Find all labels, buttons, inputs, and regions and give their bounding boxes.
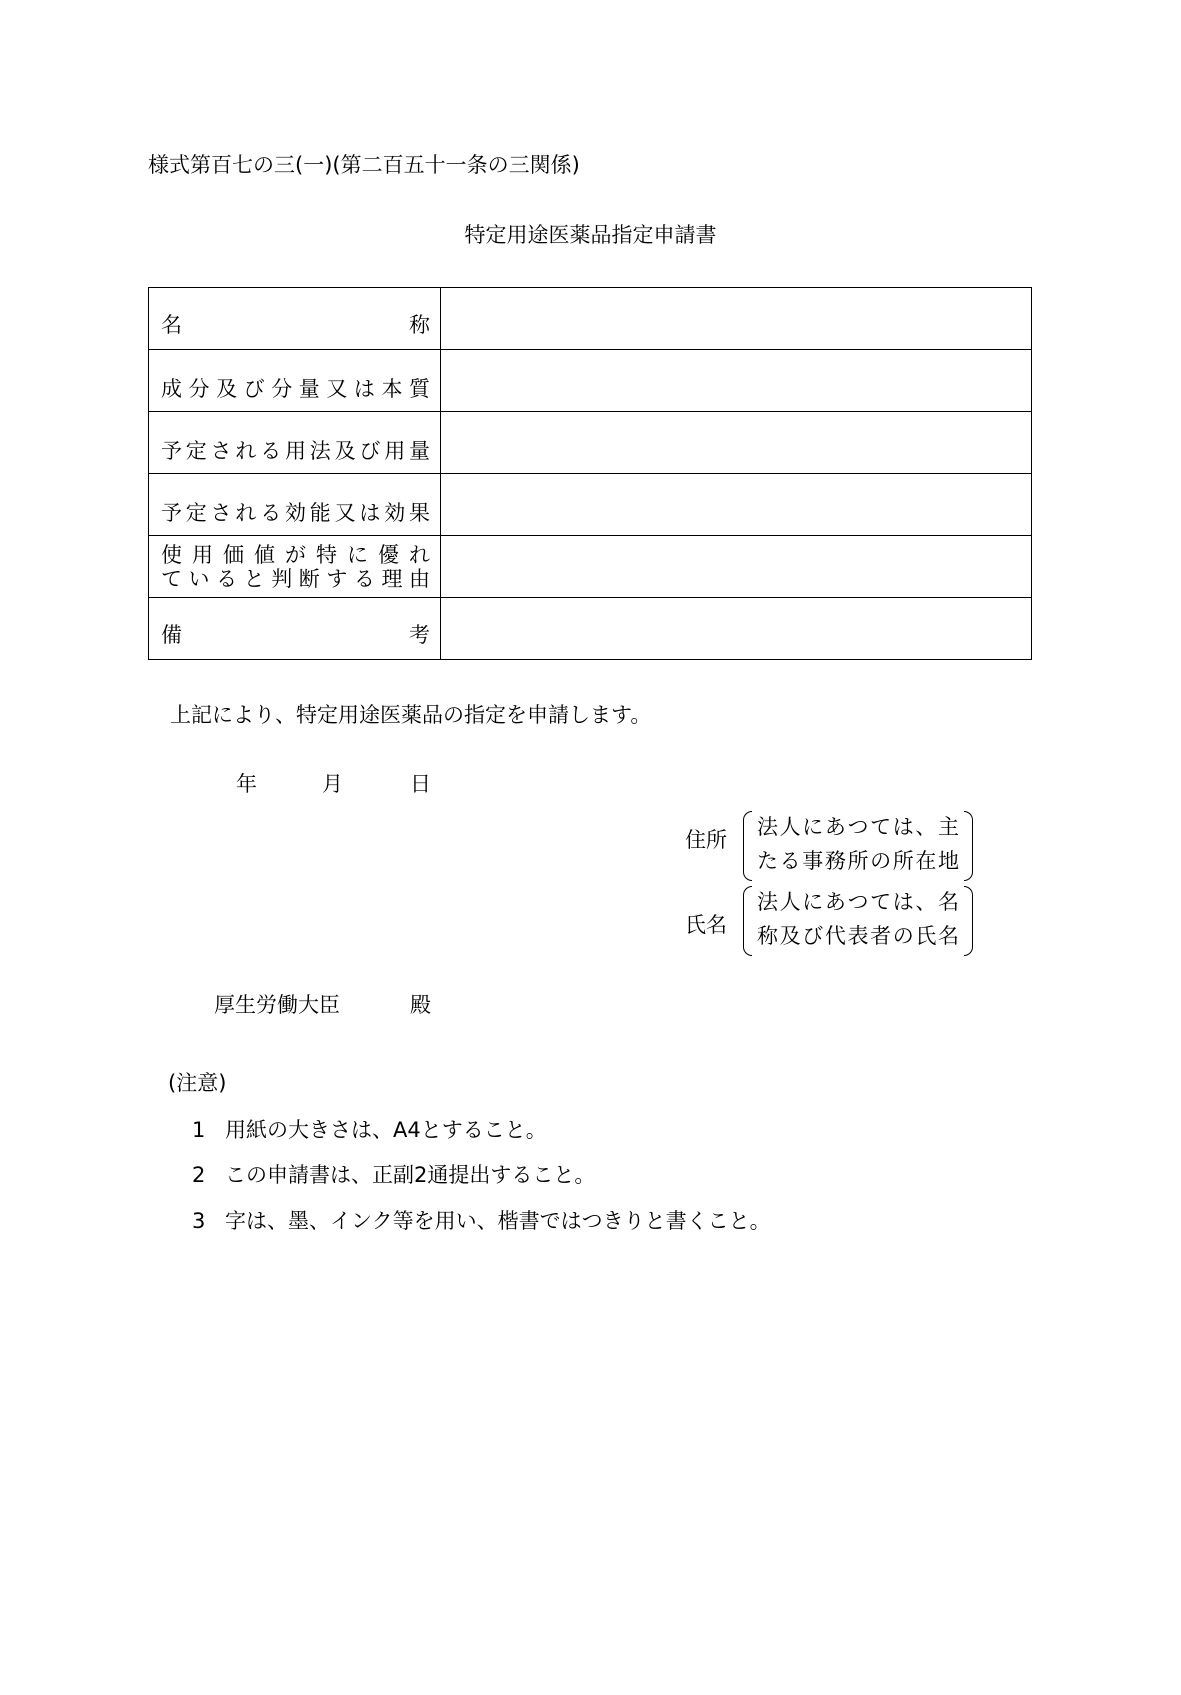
- row-label-name: [149, 288, 441, 350]
- table-row: [149, 288, 1032, 350]
- table-row: [149, 350, 1032, 412]
- table-row: [149, 412, 1032, 474]
- ingredients-value-cell[interactable]: [441, 350, 1032, 412]
- label-part: 名: [161, 313, 182, 337]
- application-table: [148, 287, 1032, 660]
- addressee-name: 厚生労働大臣: [214, 993, 340, 1017]
- row-label-remarks: [149, 598, 441, 660]
- document-title: 特定用途医薬品指定申請書: [464, 223, 717, 247]
- name-note: [743, 886, 973, 954]
- label-part: 備: [161, 623, 182, 647]
- addressee-honorific: 殿: [410, 993, 431, 1017]
- label-part: 考: [409, 623, 430, 647]
- reason-value-cell[interactable]: [441, 536, 1032, 598]
- name-note-line: 称及び代表者の氏名: [757, 924, 959, 948]
- row-label-reason-line1: 使用価値が特に優れ: [161, 542, 430, 567]
- name-value-cell[interactable]: [441, 288, 1032, 350]
- note-text: 用紙の大きさは、A4とすること。: [225, 1118, 547, 1142]
- note-number: 2: [192, 1163, 206, 1187]
- note-text: 字は、墨、インク等を用い、楷書ではつきりと書くこと。: [225, 1209, 771, 1233]
- name-label: 氏名: [685, 913, 727, 937]
- address-note: [743, 811, 973, 879]
- note-number: 1: [192, 1118, 206, 1142]
- statement: 上記により、特定用途医薬品の指定を申請します。: [170, 703, 652, 727]
- table-row: [149, 598, 1032, 660]
- address-note-line: たる事務所の所在地: [757, 849, 959, 873]
- open-bracket: [743, 811, 752, 881]
- dosage-value-cell[interactable]: [441, 412, 1032, 474]
- close-bracket: [964, 886, 973, 956]
- table-row: [149, 536, 1032, 598]
- note-number: 3: [192, 1209, 206, 1233]
- efficacy-value-cell[interactable]: [441, 474, 1032, 536]
- label-part: 称: [409, 313, 430, 337]
- name-note-line: 法人にあつては、名: [757, 890, 959, 914]
- row-label-efficacy: 予定される効能又は効果: [161, 500, 430, 525]
- open-bracket: [743, 886, 752, 956]
- row-label-ingredients: 成分及び分量又は本質: [161, 376, 430, 401]
- remarks-value-cell[interactable]: [441, 598, 1032, 660]
- address-note-line: 法人にあつては、主: [757, 815, 959, 839]
- form-number: 様式第百七の三(一)(第二百五十一条の三関係): [148, 153, 580, 177]
- date-month[interactable]: 月: [322, 772, 343, 796]
- row-label-dosage: 予定される用法及び用量: [161, 438, 430, 463]
- notes-heading: (注意): [168, 1071, 227, 1095]
- note-text: この申請書は、正副2通提出すること。: [225, 1163, 596, 1187]
- date-day[interactable]: 日: [410, 772, 431, 796]
- close-bracket: [964, 811, 973, 881]
- table-row: [149, 474, 1032, 536]
- address-label: 住所: [685, 828, 727, 852]
- row-label-reason-line2: ていると判断する理由: [161, 566, 430, 591]
- date-year[interactable]: 年: [236, 772, 257, 796]
